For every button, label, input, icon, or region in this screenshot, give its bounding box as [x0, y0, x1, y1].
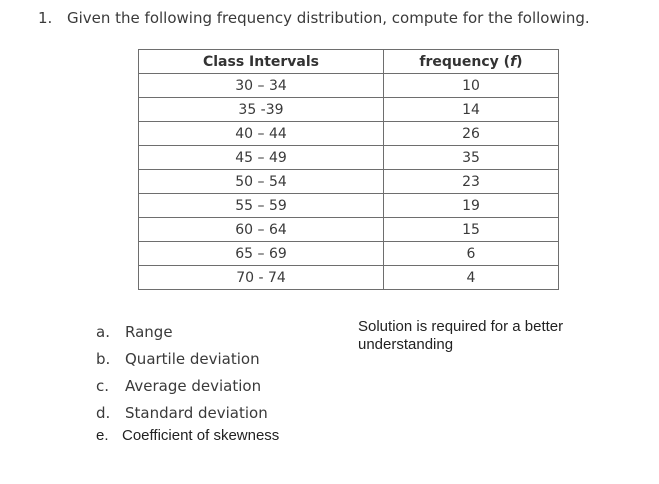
- interval-cell: 60 – 64: [139, 218, 384, 242]
- frequency-cell: 4: [384, 266, 559, 290]
- task-text: Coefficient of skewness: [122, 427, 280, 444]
- frequency-cell: 35: [384, 146, 559, 170]
- interval-cell: 40 – 44: [139, 122, 384, 146]
- task-letter: b.: [96, 350, 111, 368]
- frequency-cell: 15: [384, 218, 559, 242]
- table-row: [139, 146, 559, 170]
- frequency-cell: 23: [384, 170, 559, 194]
- table-row: [139, 122, 559, 146]
- task-text: Quartile deviation: [125, 350, 260, 368]
- question-heading: [38, 9, 590, 27]
- table-row: [139, 74, 559, 98]
- task-letter: d.: [96, 404, 111, 422]
- frequency-cell: 19: [384, 194, 559, 218]
- table-row: [139, 98, 559, 122]
- frequency-cell: 6: [384, 242, 559, 266]
- table-header-row: [139, 50, 559, 74]
- class-intervals-header: Class Intervals: [139, 50, 384, 74]
- question-number: 1.: [38, 9, 53, 27]
- task-list: [96, 322, 279, 453]
- frequency-header-symbol: f: [510, 53, 517, 70]
- task-text: Range: [125, 323, 173, 341]
- table-row: [139, 194, 559, 218]
- frequency-table: [138, 49, 559, 290]
- task-letter: a.: [96, 323, 110, 341]
- interval-cell: 30 – 34: [139, 74, 384, 98]
- frequency-cell: 14: [384, 98, 559, 122]
- interval-cell: 70 - 74: [139, 266, 384, 290]
- task-letter: e.: [96, 427, 109, 444]
- task-text: Average deviation: [125, 377, 262, 395]
- task-item-coefficient-of-skewness: [96, 426, 279, 453]
- question-text: Given the following frequency distribution, compute for the following.: [67, 9, 590, 27]
- frequency-cell: 10: [384, 74, 559, 98]
- task-item-quartile-deviation: [96, 349, 279, 376]
- solution-note: Solution is required for a better understanding: [358, 318, 564, 353]
- frequency-header-label: frequency (: [419, 53, 511, 70]
- frequency-header-close: ): [516, 53, 523, 70]
- task-text: Standard deviation: [125, 404, 268, 422]
- frequency-header: [384, 50, 559, 74]
- table-row: [139, 266, 559, 290]
- task-item-range: [96, 322, 279, 349]
- interval-cell: 45 – 49: [139, 146, 384, 170]
- interval-cell: 50 – 54: [139, 170, 384, 194]
- task-item-average-deviation: [96, 376, 279, 403]
- table-row: [139, 218, 559, 242]
- interval-cell: 35 -39: [139, 98, 384, 122]
- interval-cell: 65 – 69: [139, 242, 384, 266]
- table-row: [139, 242, 559, 266]
- task-letter: c.: [96, 377, 110, 395]
- frequency-cell: 26: [384, 122, 559, 146]
- interval-cell: 55 – 59: [139, 194, 384, 218]
- table-row: [139, 170, 559, 194]
